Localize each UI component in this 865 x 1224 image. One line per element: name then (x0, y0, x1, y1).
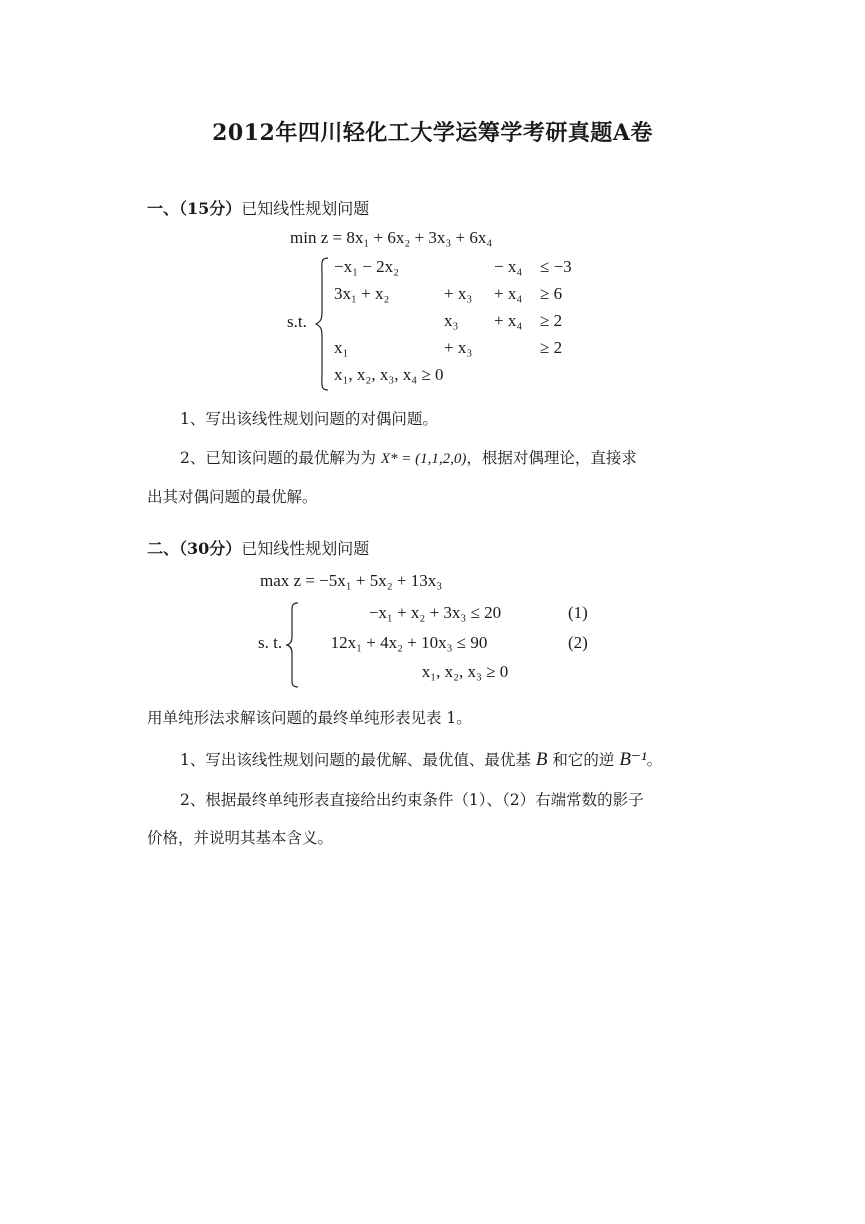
q1-c4-b: + x₃ (444, 338, 473, 357)
q2-heading (147, 536, 369, 559)
q2-item2-cont: 价格，并说明其基本含义。 (147, 829, 334, 847)
q2-intro: 用单纯形法求解该问题的最终单纯形表见表 1。 (147, 709, 472, 727)
q1-st-label: s.t. (287, 312, 307, 331)
q1-constraints (334, 257, 600, 385)
q1-c2-c: + x₄ (494, 284, 523, 303)
q1-item2-cont: 出其对偶问题的最优解。 (147, 488, 318, 506)
q2-item1-basis: B (535, 749, 548, 770)
q1-c1-b (444, 257, 494, 277)
q2-heading-number: 二、（30分） (147, 539, 242, 558)
q2-constraint-1-row (302, 603, 638, 623)
q1-item2-solution: X* = (1,1,2,0) (380, 451, 467, 467)
q1-c1-d: ≤ −3 (540, 257, 572, 276)
q2-item1-inverse: B⁻¹ (619, 749, 647, 770)
q1-item1: 1、写出该线性规划问题的对偶问题。 (180, 410, 438, 428)
q2-constraint-2-tag: (2) (568, 633, 588, 652)
q1-heading-number: 一、（15分） (147, 199, 242, 218)
q2-st-label: s. t. (258, 633, 283, 652)
q2-item2: 2、根据最终单纯形表直接给出约束条件（1）、（2）右端常数的影子 (180, 791, 644, 809)
q1-c4-d: ≥ 2 (540, 338, 563, 357)
q1-heading-text: 已知线性规划问题 (241, 199, 370, 218)
q1-c1-a: −x₁ − 2x₂ (334, 257, 400, 276)
q1-c2-a: 3x₁ + x₂ (334, 284, 390, 303)
q2-item1 (180, 748, 662, 771)
q2-constraint-1-tag: (1) (568, 603, 588, 622)
q1-c1-c: − x₄ (494, 257, 523, 276)
q1-nonneg: x₁, x₂, x₃, x₄ ≥ 0 (334, 365, 444, 384)
q1-c3-c: + x₄ (494, 311, 523, 330)
q1-c2-d: ≥ 6 (540, 284, 563, 303)
page-title: 2012年四川轻化工大学运筹学考研真题A卷 (212, 120, 653, 146)
q1-objective: min z = 8x₁ + 6x₂ + 3x₃ + 6x₄ (290, 228, 493, 247)
q1-c4-a: x₁ (334, 338, 349, 357)
q2-constraint-1: −x₁ + x₂ + 3x₃ ≤ 20 (368, 603, 502, 622)
q1-c3-b: x₃ (444, 311, 459, 330)
q1-item2 (180, 446, 637, 468)
q2-item1-text-c: 和它的逆 (552, 751, 615, 769)
q1-item2-text-a: 2、已知该问题的最优解为为 (180, 449, 376, 467)
q2-constraint-3-row (302, 662, 598, 682)
q1-c2-b: + x₃ (444, 284, 473, 303)
q1-c4-c (494, 338, 540, 358)
q2-item1-text-a: 1、写出该线性规划问题的最优解、最优值、最优基 (180, 751, 531, 769)
q2-constraint-2: 12x₁ + 4x₂ + 10x₃ ≤ 90 (330, 633, 488, 652)
q1-c3-d: ≥ 2 (540, 311, 563, 330)
q2-item1-text-e: 。 (646, 751, 663, 769)
q1-item2-text-b: ，根据对偶理论，直接求 (466, 449, 637, 467)
q2-constraint-2-row (302, 633, 638, 653)
q2-objective: max z = −5x₁ + 5x₂ + 13x₃ (260, 571, 443, 590)
q1-brace-icon (314, 256, 332, 392)
q1-heading (147, 196, 369, 219)
q2-nonneg: x₁, x₂, x₃ ≥ 0 (421, 662, 509, 681)
q2-heading-text: 已知线性规划问题 (241, 539, 370, 558)
q1-c3-a (334, 311, 444, 331)
